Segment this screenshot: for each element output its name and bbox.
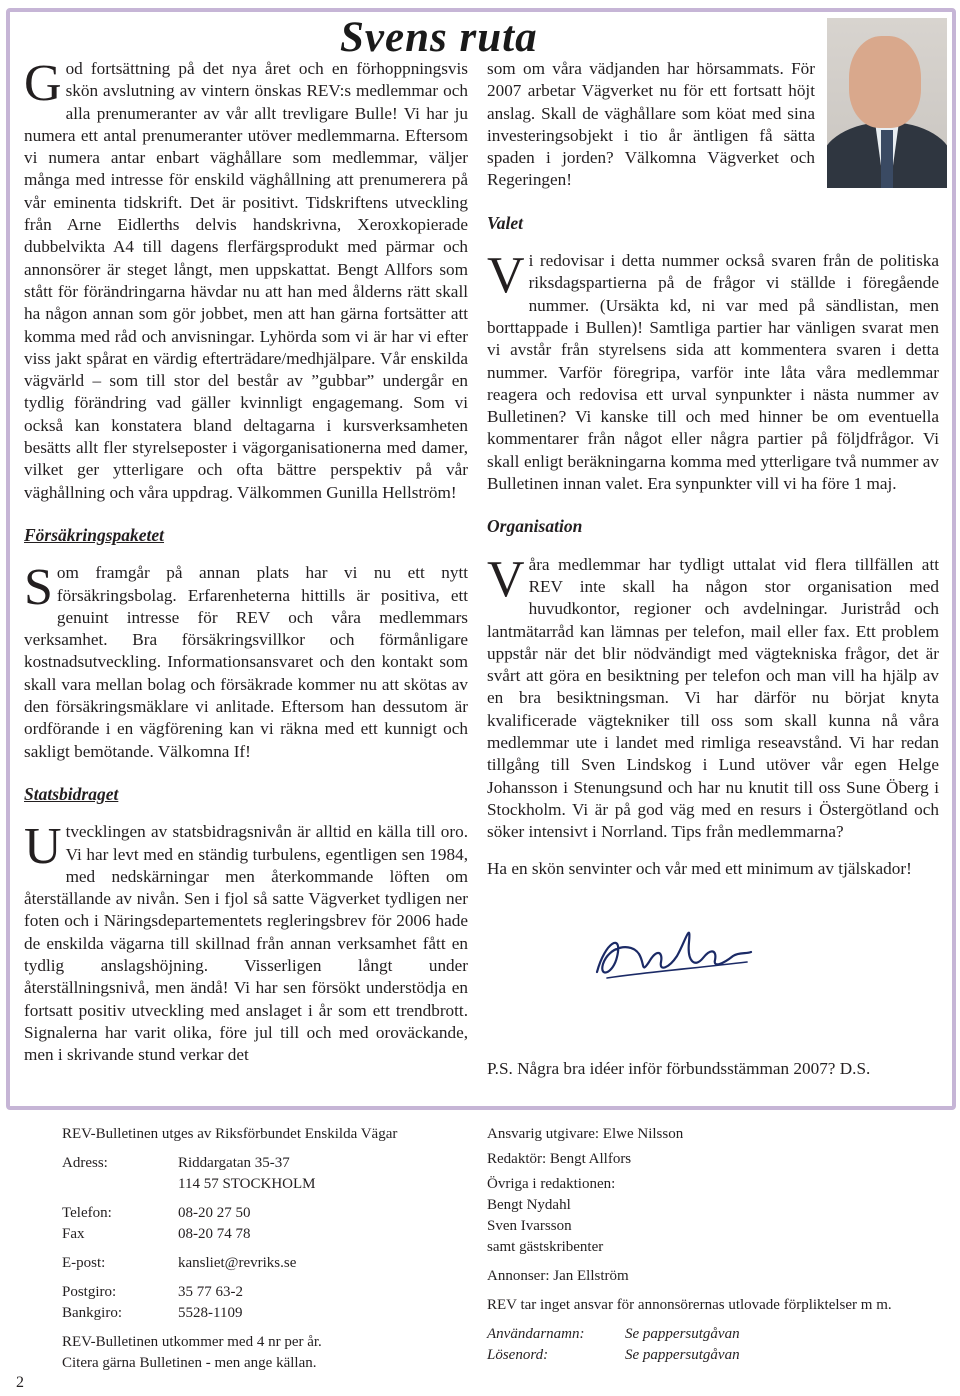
- others-label: Övriga i redaktionen:: [487, 1176, 616, 1192]
- bankgiro-row: Bankgiro: 5528-1109: [62, 1305, 243, 1321]
- others-1: Bengt Nydahl: [487, 1197, 571, 1213]
- section-heading-organisation: Organisation: [487, 516, 583, 537]
- username-row: Användarnamn: Se pappersutgåvan: [487, 1326, 740, 1342]
- page-title: Svens ruta: [340, 14, 538, 61]
- photo-face: [849, 36, 921, 128]
- insurance-text: om framgår på annan plats har vi nu ett nytt försäkringsbolag. Erfarenheterna hittills är positiva, ett genuint intresse för REV och våra medlemmars verksamhet. Bra försäkringsvillkor och förmånligare kostnadsutveckling. Informationsansvaret och den kontakt som skall vara mellan bolag och försäkrade kommer nu att skötas av den försäkringsmäklare vi anlitade. Eftersom han dessutom är ordförande i en vägförening kan vi räkna med ett kunnigt och sakligt bemötande. Välkomna If!: [24, 563, 468, 761]
- postgiro-row: Postgiro: 35 77 63-2: [62, 1284, 243, 1300]
- dropcap: S: [24, 559, 53, 617]
- others-3: samt gästskribenter: [487, 1239, 604, 1255]
- cite-line: Citera gärna Bulletinen - men ange källan.: [62, 1355, 317, 1371]
- insurance-paragraph: [24, 559, 468, 763]
- closing-paragraph: Ha en skön senvinter och vår med ett minimum av tjälskador!: [487, 858, 912, 878]
- fax-row: Fax 08-20 74 78: [62, 1226, 251, 1242]
- dropcap: G: [24, 55, 62, 112]
- continued-paragraph: som om våra vädjanden har hörsammats. För 2007 arbetar Vägverket nu för ett fortsatt höjt anslag. Skall de väghållare som köat med sina investeringsobjekt i tio år äntligen få sätta spaden i jorden? Välkomna Vägverket och Regeringen!: [487, 59, 815, 190]
- phone-row: Telefon: 08-20 27 50: [62, 1205, 251, 1221]
- others-2: Sven Ivarsson: [487, 1218, 572, 1234]
- election-text: i redovisar i detta nummer också svaren från de politiska riksdagspartierna på de frågor vi ställde i föregående nummer. (Ursäkta kd, ni var med på sändlistan, men borttappade i Bullen)! Samtliga partier har vänligen svarat men vi avstår från styrelsens sida att kommentera svaren i detta nummer. Varför föregripa, varför inte låta våra medlemmar reagera och redovisa ett urval synpunkter i nästa nummer av Bulletinen? Vi kanske till och med hinner be om eventuella kommentarer från något eller några partier på följdfrågor. Vi skall enligt beräkningarna komma med ytterligare två nummer av Bulletinen innan valet. Era synpunkter vill vi ha före 1 maj.: [487, 251, 939, 494]
- dropcap: V: [487, 247, 525, 305]
- ps-note: P.S. Några bra idéer inför förbundsstämman 2007? D.S.: [487, 1059, 871, 1079]
- editor-line: Redaktör: Bengt Allfors: [487, 1151, 632, 1167]
- election-paragraph: [487, 247, 939, 495]
- dropcap: V: [487, 550, 525, 608]
- right-column: [487, 58, 939, 1080]
- address-row-2: 114 57 STOCKHOLM: [178, 1176, 316, 1192]
- intro-text: od fortsättning på det nya året och en förhoppningsvis skön avslutning av vintern önskas REV:s medlemmar och alla prenumeranter av vår allt trevligare Bulle! Vi har ju numera ett antal prenumeranter utöver medlemmarna. Eftersom vi numera antar enbart väghållare som medlemmar, väljer många med intresse för enskild väghållning att prenumerera på vår eminenta tidskrift. Det är positivt. Tidskriftens utveckling från Arne Eidlerths delvis handskrivna, Xeroxkopierade dubbelvikta A4 till dagens flerfärgsprodukt med pärmar och annonsörer är steget långt, men uppskattat. Bengt Allfors som stått för förändringarna hävdar nu att han med ålderns rätt skall ha någon annan som gör jobbet, men att han gärna fortsätter att komma med råd och anvisningar. Lyhörda som vi är har vi efter viss jakt spårat en värdig efterträdare/medhjälpare. Vår enskilda vägvärld – som till stor del består av ”gubbar” undergår en tydlig förändring vad gäller kvinnligt engagemang. Som vi också kan konstatera bland deltagarna i kursverksamheten besätts allt fler styrelseposter i vägorganisationerna med damer, vilket ger ytterligare och ofta bättre perspektiv på vår väghållning och våra uppdrag. Välkommen Gunilla Hellström!: [24, 59, 468, 502]
- email-row: E-post: kansliet@revriks.se: [62, 1253, 462, 1274]
- password-row: Lösenord: Se pappersutgåvan: [487, 1347, 740, 1363]
- left-column: [24, 55, 468, 1066]
- address-row: Adress: Riddargatan 35-37: [62, 1155, 290, 1171]
- footer-contact: [62, 1124, 462, 1374]
- grant-text: tvecklingen av statsbidragsnivån är alltid en källa till oro. Vi har levt med en ständig turbulens, egentligen sen 1984, med nedskärningar men återkommande löften om återställande av nivån. Sen i fjol så satte Vägverket tydligen ner foten och i Näringsdepartementets regleringsbrev för 2006 hade de enskilda vägarna till skillnad från annan verksamhet fått en tydlig anslagshöjning. Visserligen långt under återställningsnivå, men ändå! Vi har sen försökt understödja en fortsatt positiv utveckling med anslaget i år som ett trendbrott. Signalerna har varit olika, före jul till och med oroväckande, men i skrivande stund verkar det: [24, 822, 468, 1065]
- grant-paragraph: [24, 818, 468, 1066]
- dropcap: U: [24, 818, 62, 876]
- email-link[interactable]: kansliet@revriks.se: [178, 1255, 297, 1271]
- disclaimer-line: REV tar inget ansvar för annonsörernas utlovade förpliktelser m m.: [487, 1297, 892, 1313]
- responsible-line: Ansvarig utgivare: Elwe Nilsson: [487, 1126, 684, 1142]
- organisation-paragraph: [487, 550, 939, 844]
- footer-editorial: [487, 1124, 957, 1366]
- organisation-text: åra medlemmar har tydligt uttalat vid flera tillfällen att REV inte skall ha någon stor organisation med huvudkontor, regioner och avdelningar. Juristråd och lantmätarråd kan lämnas per telefon, mail eller fax. Ett problem uppstår när det blir nödvändigt med vägtekniska frågor, det är svårt att göra en besiktning per telefon och man vill ha hjälp av en bra besiktningsman. Vi har därför nu börjat knyta kvalificerade vägtekniker till oss som skall kunna nå våra medlemmar ute i landet med rimliga reseavstånd. Vi har redan tillgång till Sven Lindskog i Lund utöver vår egen Helge Johansson i Stenungsund och har nu knutit till oss Sune Öberg i Stockholm. Vi är på god väg med en resurs i Östergötland och söker intensivt i Norrland. Tips från medlemmarna?: [487, 554, 939, 842]
- publisher-line: REV-Bulletinen utges av Riksförbundet Enskilda Vägar: [62, 1126, 398, 1142]
- article-frame: [6, 8, 956, 1110]
- ads-line: Annonser: Jan Ellström: [487, 1268, 629, 1284]
- author-photo: [827, 18, 947, 188]
- section-heading-grant: Statsbidraget: [24, 783, 119, 804]
- frequency-line: REV-Bulletinen utkommer med 4 nr per år.: [62, 1334, 322, 1350]
- page-number: 2: [16, 1374, 24, 1391]
- section-heading-election: Valet: [487, 212, 523, 233]
- photo-tie: [881, 130, 893, 188]
- signature-image: [587, 902, 757, 992]
- intro-paragraph: [24, 55, 468, 504]
- section-heading-insurance: Försäkringspaketet: [24, 524, 165, 545]
